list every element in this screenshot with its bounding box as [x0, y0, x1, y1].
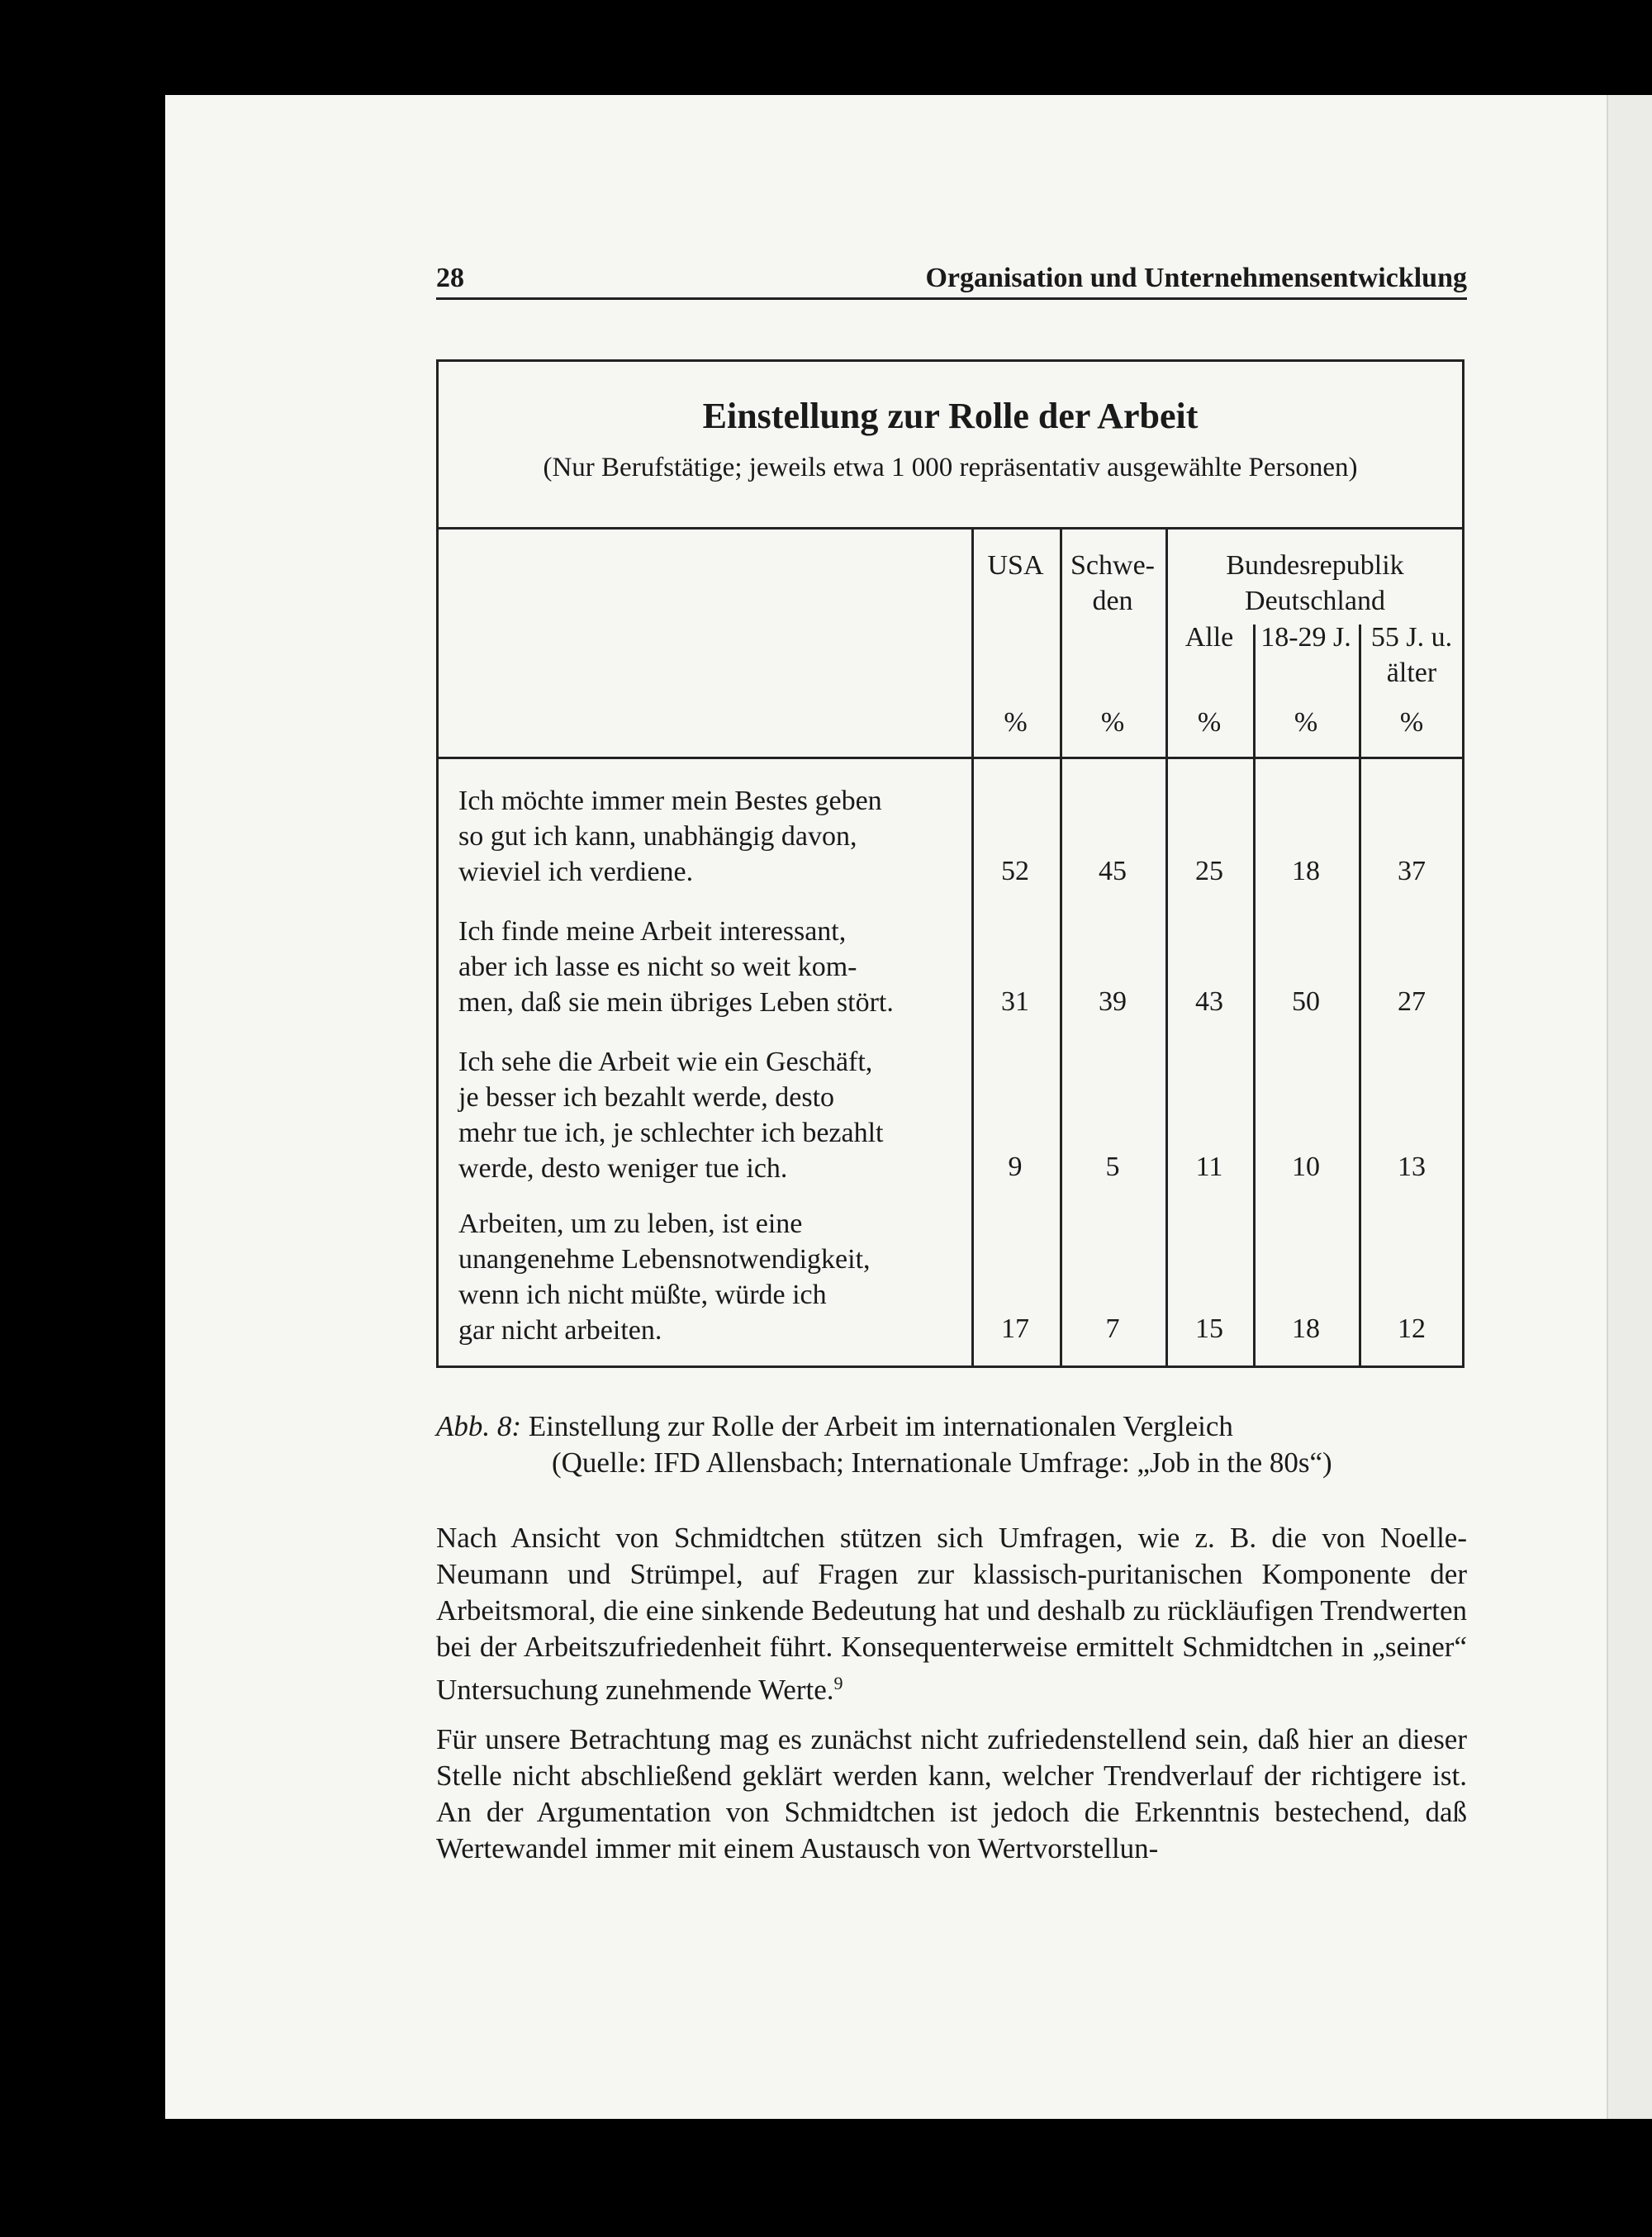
caption-line-1: [436, 1408, 1469, 1445]
value-r1-alle: 25: [1195, 856, 1223, 886]
value-r4-18-29: 18: [1292, 1313, 1320, 1344]
statement-3-line-1: Ich sehe die Arbeit wie ein Geschäft,: [458, 1047, 873, 1077]
value-r1-usa: 52: [1001, 856, 1029, 886]
statement-4-line-1: Arbeiten, um zu leben, ist eine: [458, 1209, 803, 1239]
paragraph-1-text: Nach Ansicht von Schmidtchen stützen sich Umfragen, wie z. B. die von Noelle-Neumann und Strümpel, auf Fragen zur klassisch-puritanischen Komponente der Arbeitsmoral, die eine sinkende Bedeutung hat und deshalb zu rückläufigen Trendwerten bei der Arbeitszufriedenheit führt. Konsequenterweise ermittelt Schmidtchen in „seiner“ Untersuchung zunehmende Werte.: [436, 1522, 1467, 1706]
col-header-alle: Alle: [1184, 622, 1234, 653]
figure-title: Einstellung zur Rolle der Arbeit: [702, 396, 1199, 436]
statement-3-line-2: je besser ich bezahlt werde, desto: [458, 1082, 835, 1113]
value-r4-usa: 17: [1001, 1313, 1029, 1344]
value-r3-18-29: 10: [1292, 1152, 1320, 1182]
statement-2-line-2: aber ich lasse es nicht so weit kom-: [458, 952, 857, 982]
col-divider-2: [1060, 527, 1062, 1368]
col-header-schweden-2: den: [1092, 586, 1133, 616]
statement-4-line-4: gar nicht arbeiten.: [458, 1315, 662, 1346]
unit-55: %: [1399, 707, 1424, 738]
col-header-55-1: 55 J. u.: [1370, 622, 1453, 653]
statement-2-line-3: men, daß sie mein übriges Leben stört.: [458, 987, 894, 1018]
value-r4-schweden: 7: [1105, 1313, 1120, 1344]
paragraph-1: [436, 1520, 1467, 1708]
page-edge: [1607, 95, 1652, 2119]
value-r2-usa: 31: [1001, 986, 1029, 1017]
statement-3-line-3: mehr tue ich, je schlechter ich bezahlt: [458, 1118, 884, 1148]
value-r3-alle: 11: [1195, 1152, 1223, 1182]
statement-1-line-1: Ich möchte immer mein Bestes geben: [458, 786, 882, 816]
value-r1-18-29: 18: [1292, 856, 1320, 886]
col-header-schweden-1: Schwe-: [1070, 550, 1155, 581]
value-r4-alle: 15: [1195, 1313, 1223, 1344]
figure-subtitle: (Nur Berufstätige; jeweils etwa 1 000 repräsentativ ausgewählte Personen): [543, 453, 1358, 482]
value-r4-55: 12: [1398, 1313, 1426, 1344]
caption-text-2: (Quelle: IFD Allensbach; Internationale Umfrage: „Job in the 80s“): [552, 1446, 1332, 1479]
caption-label: Abb. 8:: [436, 1410, 522, 1442]
footnote-ref: 9: [833, 1673, 843, 1693]
title-divider: [439, 527, 1462, 530]
statement-2-line-1: Ich finde meine Arbeit interessant,: [458, 916, 847, 947]
unit-schweden: %: [1100, 707, 1125, 738]
value-r3-55: 13: [1398, 1152, 1426, 1182]
survey-table-figure: [436, 359, 1464, 1368]
unit-usa: %: [1004, 707, 1028, 738]
statement-2: [458, 914, 971, 1020]
running-title: Organisation und Unternehmensentwicklung: [925, 263, 1467, 293]
statement-4: [458, 1206, 971, 1348]
value-r3-schweden: 5: [1105, 1152, 1120, 1182]
value-r2-alle: 43: [1195, 986, 1223, 1017]
statement-3: [458, 1044, 971, 1186]
value-r1-schweden: 45: [1099, 856, 1127, 886]
col-header-brd-2: Deutschland: [1245, 586, 1385, 616]
figure-caption: [436, 1408, 1469, 1481]
statement-1-line-3: wieviel ich verdiene.: [458, 857, 694, 887]
col-header-usa: USA: [987, 550, 1044, 581]
value-r1-55: 37: [1398, 856, 1426, 886]
col-header-55-2: älter: [1386, 658, 1437, 688]
statement-4-line-2: unangenehme Lebensnotwendigkeit,: [458, 1244, 871, 1275]
value-r2-55: 27: [1398, 986, 1426, 1017]
statement-1: [458, 783, 971, 890]
unit-alle: %: [1197, 707, 1222, 738]
statement-1-line-2: so gut ich kann, unabhängig davon,: [458, 821, 857, 852]
page-number: 28: [436, 263, 464, 293]
statement-4-line-3: wenn ich nicht müßte, würde ich: [458, 1280, 827, 1310]
caption-text-1: Einstellung zur Rolle der Arbeit im internationalen Vergleich: [528, 1410, 1233, 1442]
paragraph-2: Für unsere Betrachtung mag es zunächst nicht zufriedenstellend sein, daß hier an dieser Stelle nicht abschließend geklärt werden kann, welcher Trendverlauf der richtigere ist. An der Argumentation von Schmidtchen ist jedoch die Erkenntnis bestechend, daß Wertewandel immer mit einem Austausch von Wertvorstellun-: [436, 1723, 1467, 1864]
running-header: [436, 263, 1467, 300]
col-divider-1: [971, 527, 974, 1368]
header-divider: [439, 757, 1462, 759]
col-header-18-29: 18-29 J.: [1260, 622, 1351, 653]
value-r2-18-29: 50: [1292, 986, 1320, 1017]
statement-3-line-4: werde, desto weniger tue ich.: [458, 1153, 788, 1184]
col-header-brd-1: Bundesrepublik: [1226, 550, 1404, 581]
value-r2-schweden: 39: [1099, 986, 1127, 1017]
unit-18-29: %: [1294, 707, 1318, 738]
value-r3-usa: 9: [1008, 1152, 1023, 1182]
